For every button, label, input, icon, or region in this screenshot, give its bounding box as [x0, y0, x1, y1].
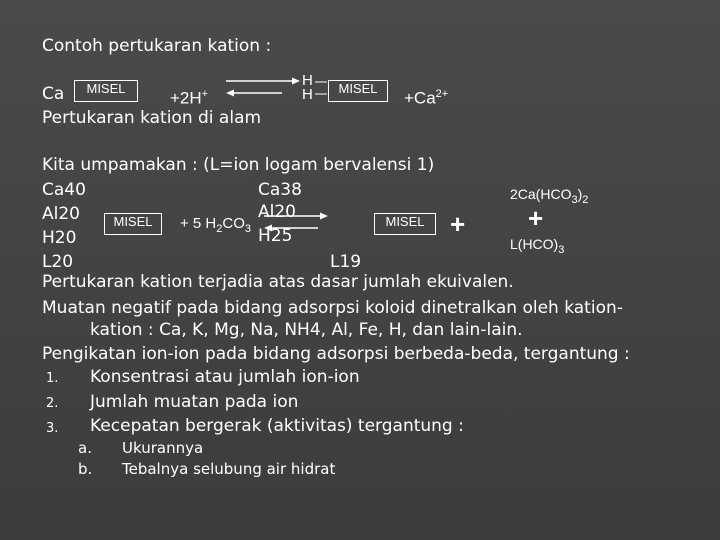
list-item-2: Jumlah muatan pada ion — [90, 392, 299, 412]
product-l-bicarbonate: $L(HCO)_3$ — [510, 236, 565, 256]
plus-sign-2: + — [528, 203, 544, 233]
left-l: L20 — [42, 252, 74, 272]
left-h: H20 — [42, 228, 77, 248]
product-calcium-bicarbonate: $2Ca(HCO_3)_2$ — [510, 186, 589, 206]
eq1-misel-box: MISEL — [74, 80, 138, 102]
example-intro: Kita umpamakan : (L=ion logam bervalensi 1) — [42, 155, 435, 175]
sublist-letter-b: b. — [78, 460, 93, 478]
list-number-3: 3. — [46, 421, 59, 436]
sublist-item-a: Ukurannya — [122, 439, 204, 457]
reagent-carbonic-acid: + 5 $H_2CO_3$ — [180, 215, 252, 235]
paragraph-negative-charge: Muatan negatif pada bidang adsorpsi koloid dinetralkan oleh kation- — [42, 298, 623, 318]
right-l: L19 — [330, 252, 362, 272]
paragraph-binding: Pengikatan ion-ion pada bidang adsorpsi berbeda-beda, tergantung : — [42, 344, 630, 364]
eq1-calcium: $+Ca^{2+}$ — [404, 88, 449, 108]
eq1-hydrogen: +2H+ — [170, 88, 209, 108]
example-misel-left: MISEL — [104, 213, 162, 235]
eq1-misel-box-2: MISEL — [328, 80, 388, 102]
right-al: Al20 — [258, 202, 296, 222]
plus-sign-1: + — [450, 209, 466, 239]
sublist-letter-a: a. — [78, 439, 92, 457]
eq1-h-top: H — [302, 72, 313, 89]
left-ca: Ca40 — [42, 180, 86, 200]
list-number-2: 2. — [46, 396, 59, 411]
right-h: H25 — [258, 226, 293, 246]
left-al: Al20 — [42, 204, 80, 224]
bond-lines-icon — [314, 78, 328, 98]
slide-title: Contoh pertukaran kation : — [42, 36, 272, 56]
right-ca: Ca38 — [258, 180, 302, 200]
example-misel-right: MISEL — [374, 213, 436, 235]
equilibrium-arrows-icon — [222, 76, 304, 98]
eq1-h-bottom: H — [302, 86, 313, 103]
eq1-ca: Ca — [42, 84, 65, 104]
sublist-item-b: Tebalnya selubung air hidrat — [122, 460, 336, 478]
eq1-caption: Pertukaran kation di alam — [42, 108, 262, 128]
list-item-1: Konsentrasi atau jumlah ion-ion — [90, 367, 360, 387]
list-item-3: Kecepatan bergerak (aktivitas) tergantung : — [90, 416, 464, 436]
paragraph-cation-list: kation : Ca, K, Mg, Na, NH4, Al, Fe, H, dan lain-lain. — [90, 320, 523, 340]
list-number-1: 1. — [46, 371, 59, 386]
paragraph-equivalent: Pertukaran kation terjadia atas dasar jumlah ekuivalen. — [42, 272, 514, 292]
